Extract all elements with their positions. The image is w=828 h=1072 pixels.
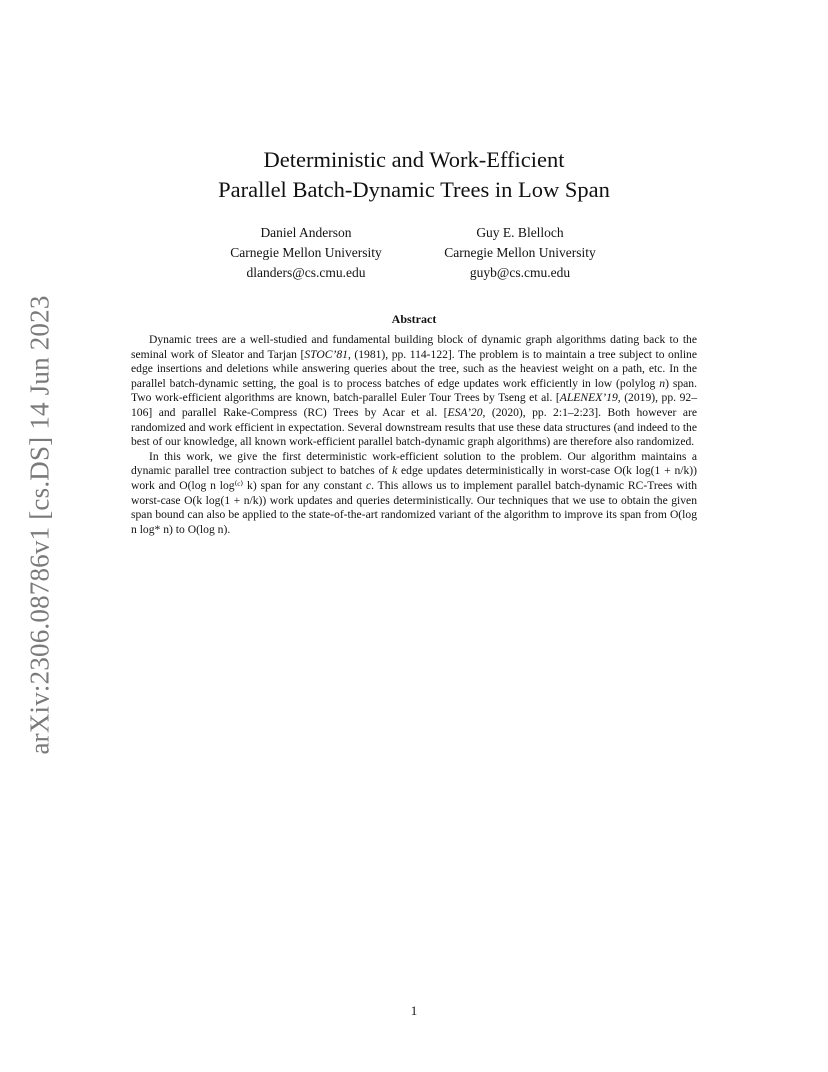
math-variable: k bbox=[392, 464, 398, 478]
text-segment: . This allows us to implement parallel batch-dynamic RC-Trees with worst-case bbox=[131, 478, 697, 507]
text-segment: , (1981), pp. 114-122]. The problem is to maintain a tree subject to online edge insertions and deletions while answering queries about the tree, such as the heaviest weight on a path, etc. In the parallel batch-dynamic setting, the goal is to process batches of edge updates work efficiently in low (polylog bbox=[131, 347, 697, 390]
author-block-1 bbox=[206, 223, 406, 283]
text-segment: , (2020), pp. 2:1–2:23]. Both however are randomized and work efficient in expectation. Several downstream results that use these data structures (and indeed to the best of our knowledge, all known work-efficient parallel batch-dynamic graph algorithms) are therefore also randomized. bbox=[131, 405, 697, 449]
text-segment: work updates and queries deterministically. Our techniques that we use to obtain the given span bound can also be applied to the state-of-the-art randomized variant of the algorithm to improve its span from bbox=[131, 493, 697, 522]
text-segment: edge updates deterministically in worst-case bbox=[397, 464, 614, 478]
author-affiliation: Carnegie Mellon University bbox=[230, 245, 382, 260]
text-segment: , (2019), pp. 92–106] and parallel Rake-Compress (RC) Trees by Acar et al. [ bbox=[131, 391, 697, 419]
citation-venue: ESA’20 bbox=[447, 405, 483, 419]
abstract-paragraph-1 bbox=[131, 333, 697, 450]
math-expression: O(k log(1 + n/k)) bbox=[184, 493, 267, 507]
abstract-body bbox=[131, 333, 697, 537]
abstract-paragraph-2 bbox=[131, 450, 697, 538]
title-line-2: Parallel Batch-Dynamic Trees in Low Span bbox=[218, 177, 610, 202]
text-segment: ) span. Two work-efficient algorithms are known, batch-parallel Euler Tour Trees by Tseng et al. [ bbox=[131, 376, 697, 405]
text-segment: span for any constant bbox=[256, 478, 366, 492]
text-segment: In this work, we give the first deterministic work-efficient solution to the problem. Our algorithm maintains a dynamic parallel tree contraction subject to batches of bbox=[131, 449, 697, 478]
math-variable: n bbox=[659, 376, 666, 390]
math-expression: O(log n) bbox=[187, 522, 228, 536]
citation-venue: STOC’81 bbox=[304, 347, 348, 361]
math-expression: O(log n log⁽ᶜ⁾ k) bbox=[179, 478, 257, 492]
author-email: dlanders@cs.cmu.edu bbox=[246, 265, 366, 280]
author-email: guyb@cs.cmu.edu bbox=[469, 265, 571, 280]
author-affiliation: Carnegie Mellon University bbox=[444, 245, 596, 260]
math-variable: c bbox=[365, 478, 372, 492]
title-line-1: Deterministic and Work-Efficient bbox=[263, 147, 565, 172]
text-segment: Dynamic trees are a well-studied and fundamental building block of dynamic graph algorithms dating back to the seminal work of Sleator and Tarjan [ bbox=[131, 333, 697, 361]
author-name: Daniel Anderson bbox=[260, 225, 352, 240]
math-expression: O(log n log* n) bbox=[131, 508, 697, 536]
text-segment: . bbox=[227, 522, 231, 536]
paper-title bbox=[0, 145, 828, 205]
arxiv-identifier[interactable]: arXiv:2306.08786v1 [cs.DS] 14 Jun 2023 bbox=[24, 295, 55, 755]
text-segment: work and bbox=[131, 478, 180, 492]
author-block-2 bbox=[420, 223, 620, 283]
math-expression: O(k log(1 + n/k)) bbox=[613, 464, 697, 478]
page-number: 1 bbox=[410, 1003, 418, 1018]
author-name: Guy E. Blelloch bbox=[476, 225, 564, 240]
text-segment: to bbox=[172, 522, 188, 536]
abstract-heading: Abstract bbox=[391, 312, 437, 326]
citation-venue: ALENEX’19 bbox=[559, 391, 618, 405]
